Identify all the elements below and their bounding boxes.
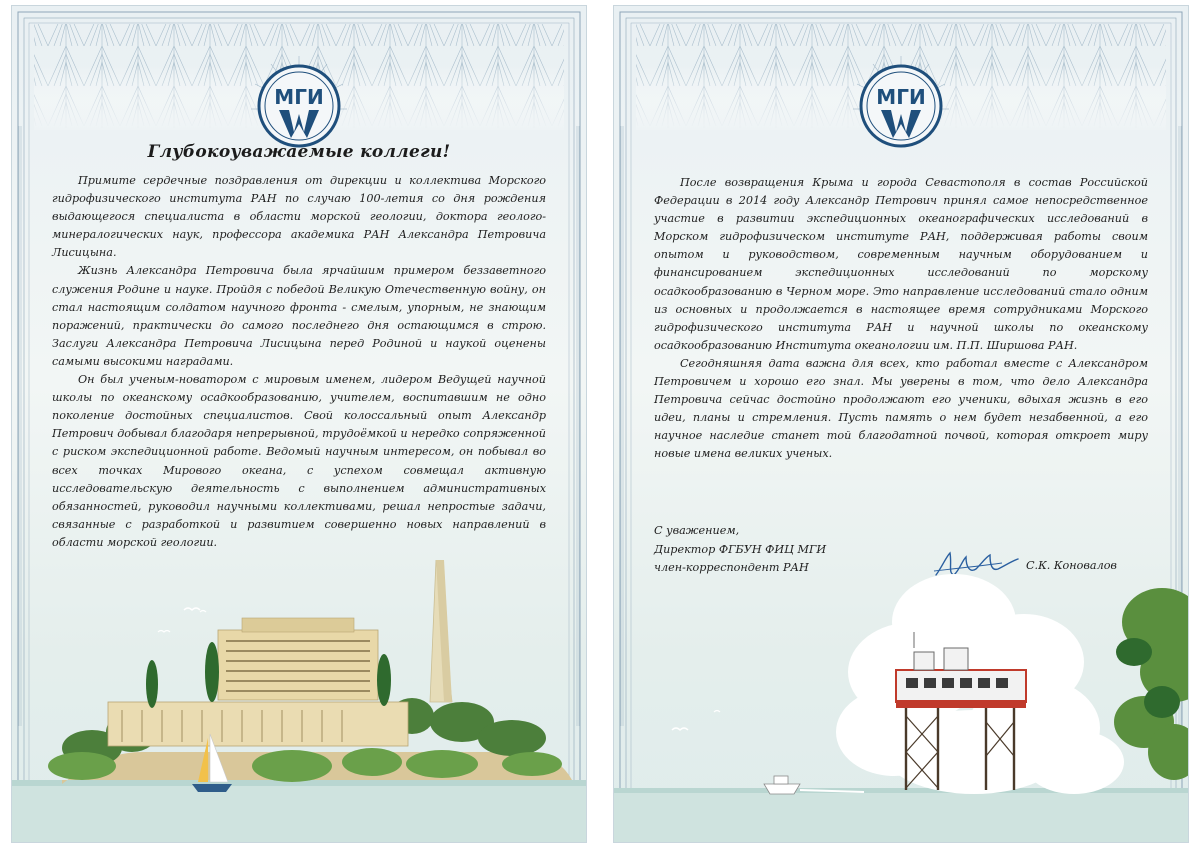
logo-text: МГИ: [274, 85, 324, 109]
right-page: [614, 6, 1188, 842]
signer-position: Директор ФГБУН ФИЦ МГИ: [654, 542, 827, 556]
signer-title: член-корреспондент РАН: [654, 561, 809, 574]
left-page: [12, 6, 586, 842]
paragraph: После возвращения Крыма и города Севастополя в состав Российской Федерации в 2014 году Александр Петрович принял самое непосредственное участие в развитии экспедиционных океанографических исследований в Морском гидрофизическом институте РАН, поддерживая работы своим опытом и руководством, современным научным оборудованием и финансированием экспедиционных исследований по морскому осадкообразованию в Черном море. Это направление исследований стало одним из основных и продолжается в настоящее время сотрудниками Морского гидрофизического института РАН и научной школы по океанскому осадкообразованию Института океанологии им. П.П. Ширшова РАН.: [654, 176, 1148, 352]
letter-heading: Глубокоуважаемые коллеги!: [147, 142, 451, 162]
mgi-logo: [851, 54, 951, 154]
institute-island-illustration: [12, 552, 586, 842]
closing-line: С уважением,: [654, 524, 740, 537]
paragraph: Он был ученым-новатором с мировым именем, лидером Ведущей научной школы по океанскому осадкообразованию, учителем, воспитавшим не одно поколение достойных специалистов. Свой колоссальный опыт Александр Петрович добывал благодаря непрерывной, трудоёмкой и нередко сопряженной с риском экспедиционной работе. Ведомый научным интересом, он побывал во всех точках Мирового океана, с успехом совмещал активную исследовательскую деятельность с выполнением административных обязанностей, руководил научными коллективами, решал непростые задачи, связанные с разработкой и развитием совершенно новых направлений в области морской геологии.: [52, 373, 546, 549]
signer-name: С.К. Коновалов: [1026, 559, 1117, 572]
right-body-text: [654, 174, 1148, 464]
left-body-text: [52, 172, 546, 552]
paragraph: Сегодняшняя дата важна для всех, кто работал вместе с Александром Петровичем и хорошо его знал. Мы уверены в том, что дело Александра Петровича сейчас достойно продолжают его ученики, вдыхая жизнь в его идеи, планы и стремления. Пусть память о нем будет незабвенной, а его научное наследие станет той благодатной почвой, которая откроет миру новые имена великих ученых.: [654, 356, 1148, 461]
paragraph: Примите сердечные поздравления от дирекции и коллектива Морского гидрофизического института РАН по случаю 100-летия со дня рождения выдающегося специалиста в области морской геологии, доктора геолого-минералогических наук, профессора академика РАН Александра Петровича Лисицына.: [52, 174, 546, 260]
paragraph: Жизнь Александра Петровича была ярчайшим примером беззаветного служения Родине и науке. Пройдя с победой Великую Отечественную войну, он стал настоящим солдатом научного фронта - смелым, упорным, не знающим поражений, практически до самого последнего дня остающимся в строю. Заслуги Александра Петровича Лисицына перед Родиной и наукой оценены самыми высокими наградами.: [52, 264, 546, 368]
logo-text: МГИ: [876, 85, 926, 109]
research-platform-illustration: [614, 552, 1188, 842]
mgi-logo: [249, 54, 349, 154]
